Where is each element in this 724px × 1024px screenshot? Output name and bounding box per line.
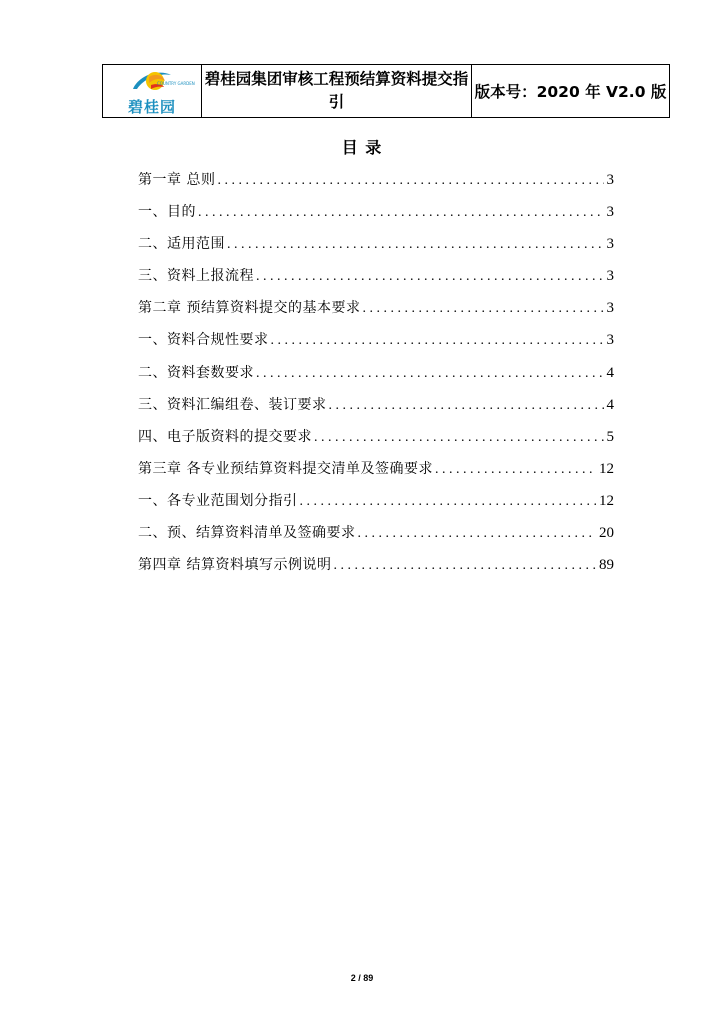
- toc-entry-page: 3: [606, 332, 614, 349]
- table-of-contents: [138, 168, 614, 585]
- toc-entry[interactable]: [138, 328, 614, 360]
- toc-entry-page: 3: [606, 236, 614, 253]
- toc-entry-page: 89: [599, 557, 614, 574]
- toc-dot-leader: [329, 394, 604, 418]
- toc-dot-leader: [333, 554, 596, 578]
- toc-entry-page: 20: [599, 525, 614, 542]
- toc-dot-leader: [256, 265, 604, 289]
- toc-entry-title: 四、电子版资料的提交要求: [138, 428, 312, 445]
- toc-dot-leader: [435, 458, 596, 482]
- toc-entry-title: 一、资料合规性要求: [138, 332, 269, 349]
- toc-entry-page: 4: [606, 396, 614, 413]
- document-header: [102, 64, 670, 118]
- version-label: 版本号：2020 年 V2.0 版: [472, 65, 670, 118]
- toc-dot-leader: [198, 201, 604, 225]
- toc-entry-title: 第四章 结算资料填写示例说明: [138, 557, 332, 574]
- toc-heading: 目 录: [341, 138, 383, 157]
- toc-entry-page: 4: [606, 364, 614, 381]
- toc-entry-page: 12: [599, 492, 614, 509]
- logo-chinese-text: 碧桂园: [127, 98, 176, 116]
- toc-entry[interactable]: [138, 264, 614, 296]
- toc-dot-leader: [271, 329, 604, 353]
- toc-dot-leader: [227, 233, 604, 257]
- logo-english-text: COUNTRY GARDEN: [157, 81, 195, 86]
- toc-entry[interactable]: [138, 457, 614, 489]
- toc-entry-title: 二、预、结算资料清单及签确要求: [138, 525, 356, 542]
- toc-entry[interactable]: [138, 200, 614, 232]
- toc-entry[interactable]: [138, 425, 614, 457]
- toc-entry[interactable]: [138, 232, 614, 264]
- toc-entry-page: 3: [606, 172, 614, 188]
- toc-dot-leader: [256, 362, 604, 386]
- toc-entry[interactable]: [138, 361, 614, 393]
- toc-entry-page: 3: [606, 300, 614, 317]
- toc-entry[interactable]: [138, 168, 614, 200]
- toc-entry-title: 第三章 各专业预结算资料提交清单及签确要求: [138, 460, 433, 477]
- toc-entry[interactable]: [138, 489, 614, 521]
- toc-entry-title: 二、适用范围: [138, 236, 225, 253]
- toc-entry[interactable]: [138, 296, 614, 328]
- toc-entry-page: 12: [599, 460, 614, 477]
- logo-cell: [103, 65, 202, 118]
- document-title: 碧桂园集团审核工程预结算资料提交指引: [202, 65, 472, 118]
- toc-entry-title: 三、资料汇编组卷、装订要求: [138, 396, 327, 413]
- toc-dot-leader: [217, 169, 603, 193]
- toc-entry-title: 三、资料上报流程: [138, 268, 254, 285]
- toc-entry-title: 一、各专业范围划分指引: [138, 492, 298, 509]
- toc-entry-title: 第二章 预结算资料提交的基本要求: [138, 300, 361, 317]
- page-number: 2 / 89: [350, 973, 374, 983]
- toc-entry-title: 二、资料套数要求: [138, 364, 254, 381]
- toc-entry-page: 3: [606, 204, 614, 221]
- toc-entry-title: 第一章 总则: [138, 172, 216, 188]
- toc-entry[interactable]: [138, 393, 614, 425]
- toc-dot-leader: [358, 522, 597, 546]
- toc-entry-page: 5: [606, 428, 614, 445]
- toc-entry[interactable]: [138, 553, 614, 585]
- toc-dot-leader: [362, 297, 603, 321]
- toc-entry[interactable]: [138, 521, 614, 553]
- toc-dot-leader: [314, 426, 604, 450]
- toc-dot-leader: [300, 490, 597, 514]
- company-logo: [103, 65, 201, 117]
- toc-entry-title: 一、目的: [138, 204, 196, 221]
- toc-entry-page: 3: [606, 268, 614, 285]
